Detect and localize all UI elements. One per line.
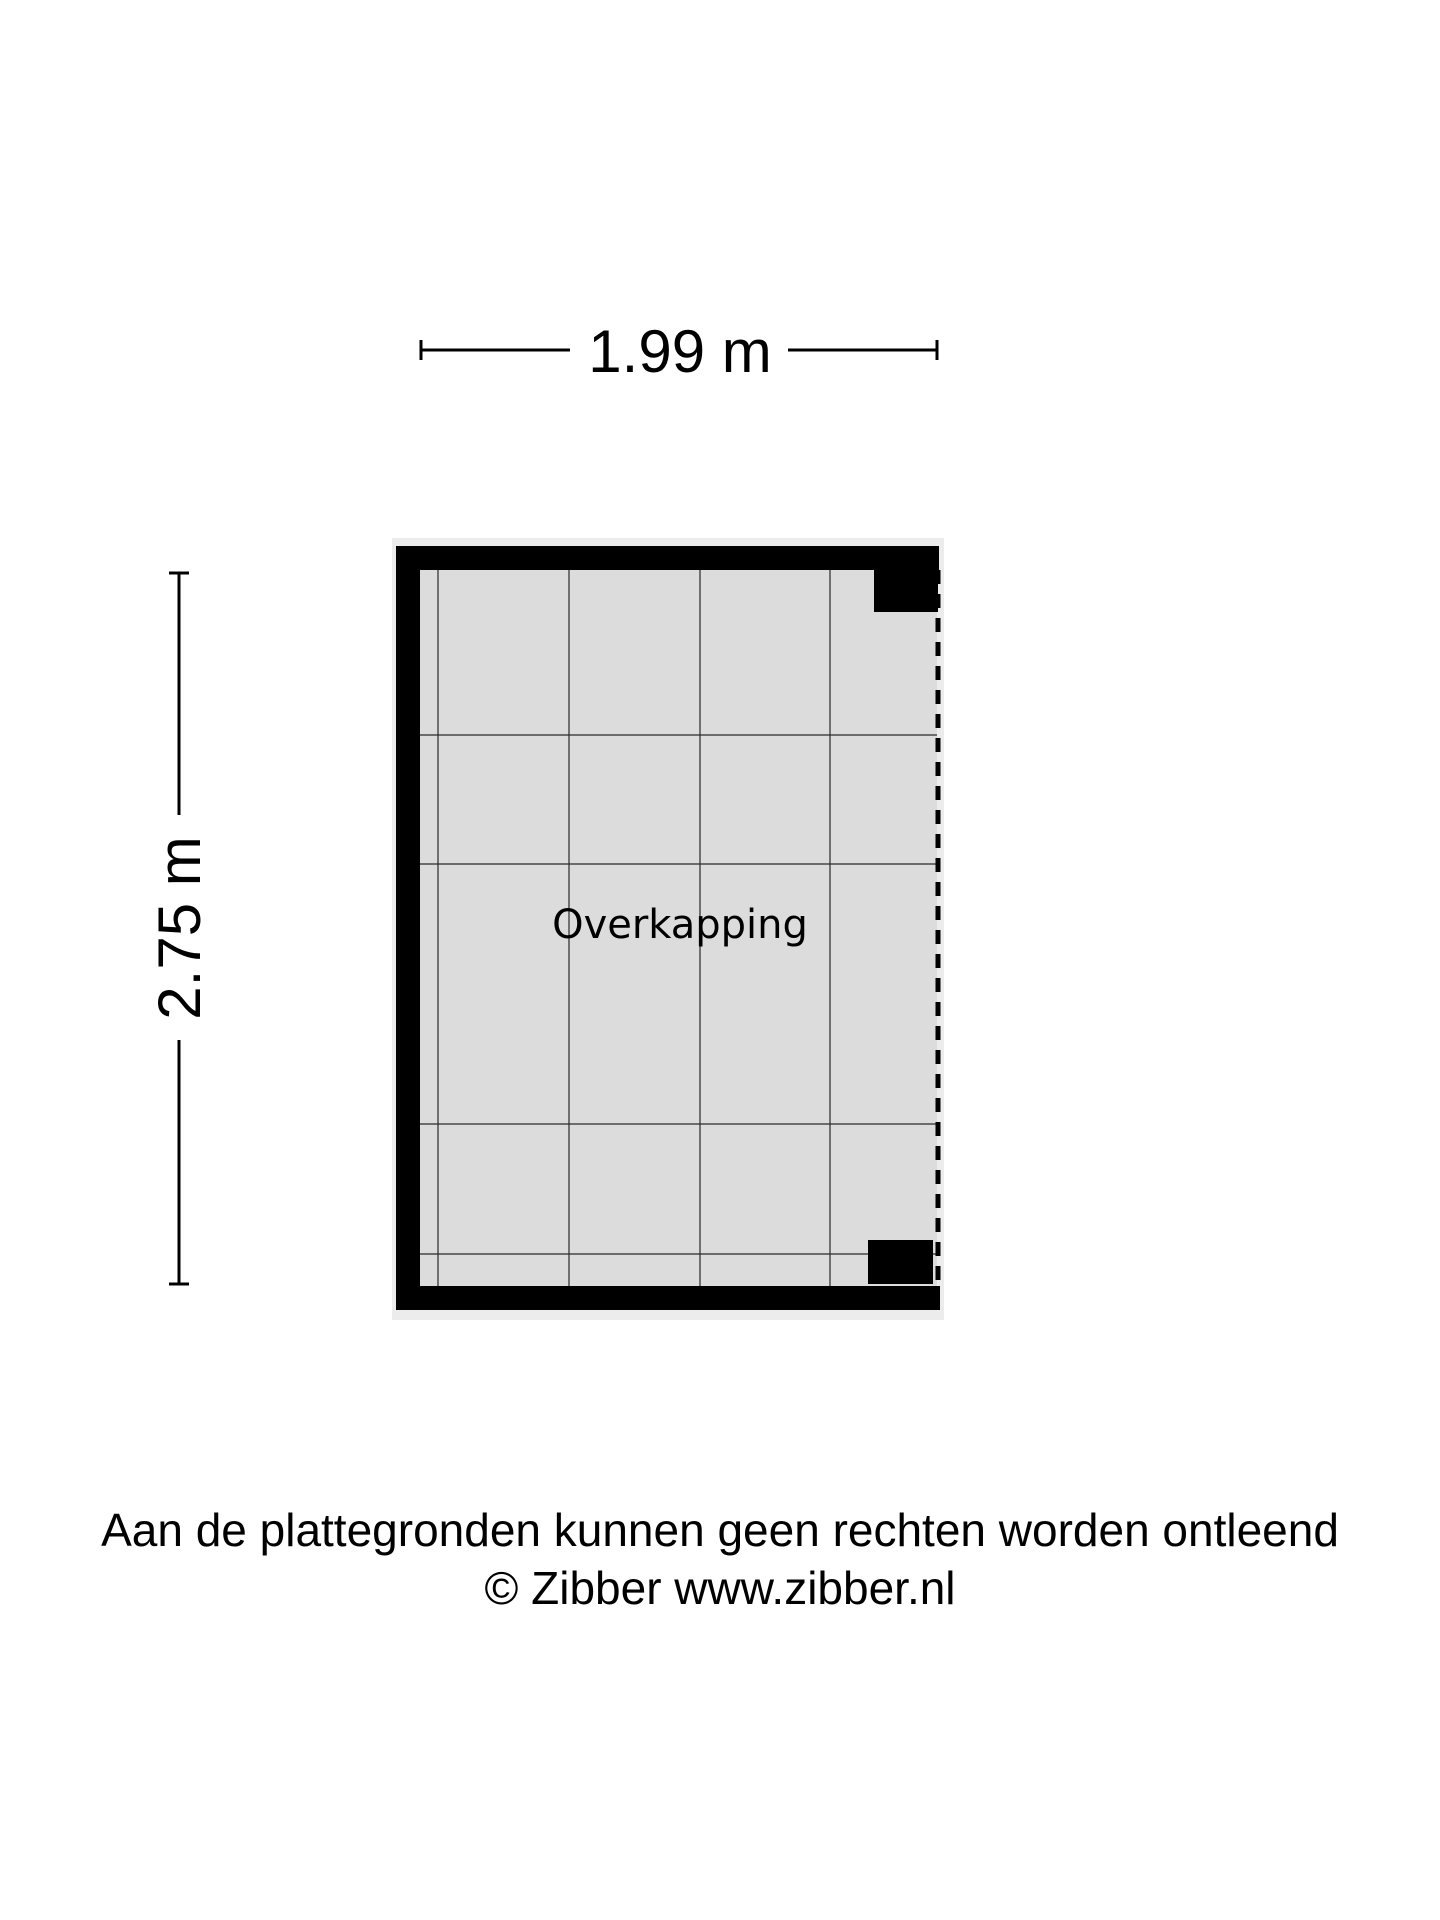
depth-dimension (146, 572, 213, 1285)
width-dimension (420, 318, 938, 385)
footer-disclaimer: Aan de plattegronden kunnen geen rechten worden ontleend (101, 1504, 1339, 1556)
column-bottom-right (868, 1240, 933, 1284)
wall-bottom (396, 1286, 940, 1310)
depth-dimension-label: 2.75 m (146, 836, 213, 1020)
column-top-right (874, 570, 938, 612)
footer-copyright: © Zibber www.zibber.nl (484, 1562, 956, 1614)
width-dimension-label: 1.99 m (588, 318, 772, 385)
room-label: Overkapping (552, 902, 808, 948)
wall-left (396, 546, 420, 1310)
wall-top (396, 546, 939, 570)
